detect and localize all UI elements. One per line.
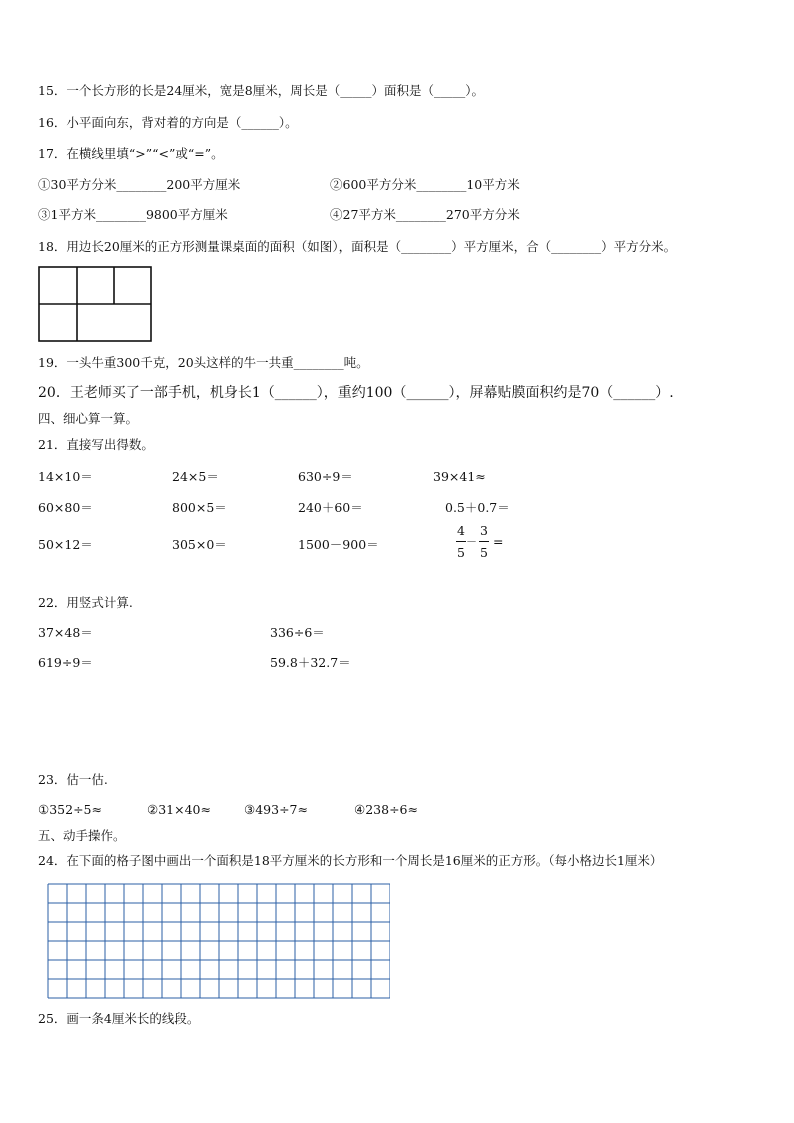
question-17: 17．在横线里填“>”“<”或“=”。 [38,146,224,161]
question-16: 16．小平面向东，背对着的方向是（______）。 [38,115,298,130]
question-22: 22．用竖式计算. [38,595,133,610]
q22-r1-c2: 336÷6＝ [270,625,325,640]
q17-item-3: ③1平方米________9800平方厘米 [38,207,228,222]
q21-r3-c1: 50×12＝ [38,537,93,552]
question-18: 18．用边长20厘米的正方形测量课桌面的面积（如图），面积是（________）平方厘米，合（________）平方分米。 [38,239,677,254]
q21-fraction-expression [456,523,516,563]
question-20: 20．王老师买了一部手机，机身长1（______），重约100（______），屏幕贴膜面积约是70（______）. [38,385,674,401]
q21-r2-c3: 240＋60＝ [298,500,363,515]
section-4-title: 四、细心算一算。 [38,411,139,426]
q22-r1-c1: 37×48＝ [38,625,93,640]
q22-r2-c2: 59.8＋32.7＝ [270,655,351,670]
question-24: 24．在下面的格子图中画出一个面积是18平方厘米的长方形和一个周长是16厘米的正方形。（每小格边长1厘米） [38,853,663,868]
q21-r1-c3: 630÷9＝ [298,469,353,484]
q21-r1-c4: 39×41≈ [433,469,486,484]
question-21: 21．直接写出得数。 [38,437,154,452]
q21-r2-c4: 0.5＋0.7＝ [445,500,510,515]
question-25: 25．画一条4厘米长的线段。 [38,1011,200,1026]
fraction-b-bar [479,541,489,542]
q22-r2-c1: 619÷9＝ [38,655,93,670]
fraction-a-denominator: 5 [457,545,465,560]
fraction-equals: = [493,534,504,549]
fraction-b-denominator: 5 [480,545,488,560]
q21-r2-c1: 60×80＝ [38,500,93,515]
q17-item-2: ②600平方分米________10平方米 [330,177,520,192]
fraction-a-bar [456,541,466,542]
desk-figure [38,266,152,342]
fraction-a-numerator: 4 [457,523,465,538]
square-grid [47,883,390,1000]
q21-r3-c3: 1500－900＝ [298,537,379,552]
q23-item-1: ①352÷5≈ [38,802,102,817]
q17-item-4: ④27平方米________270平方分米 [330,207,520,222]
q23-item-4: ④238÷6≈ [354,802,418,817]
question-23: 23．估一估. [38,772,108,787]
q23-item-2: ②31×40≈ [147,802,211,817]
q21-r1-c1: 14×10＝ [38,469,93,484]
section-5-title: 五、动手操作。 [38,828,126,843]
q21-r1-c2: 24×5＝ [172,469,219,484]
q17-item-1: ①30平方分米________200平方厘米 [38,177,241,192]
question-19: 19．一头牛重300千克，20头这样的牛一共重________吨。 [38,355,369,370]
fraction-b-numerator: 3 [480,523,488,538]
q21-r3-c2: 305×0＝ [172,537,227,552]
q21-r2-c2: 800×5＝ [172,500,227,515]
q23-item-3: ③493÷7≈ [244,802,308,817]
question-15: 15．一个长方形的长是24厘米，宽是8厘米，周长是（_____）面积是（_____）。 [38,83,485,98]
fraction-operator: － [466,535,477,548]
